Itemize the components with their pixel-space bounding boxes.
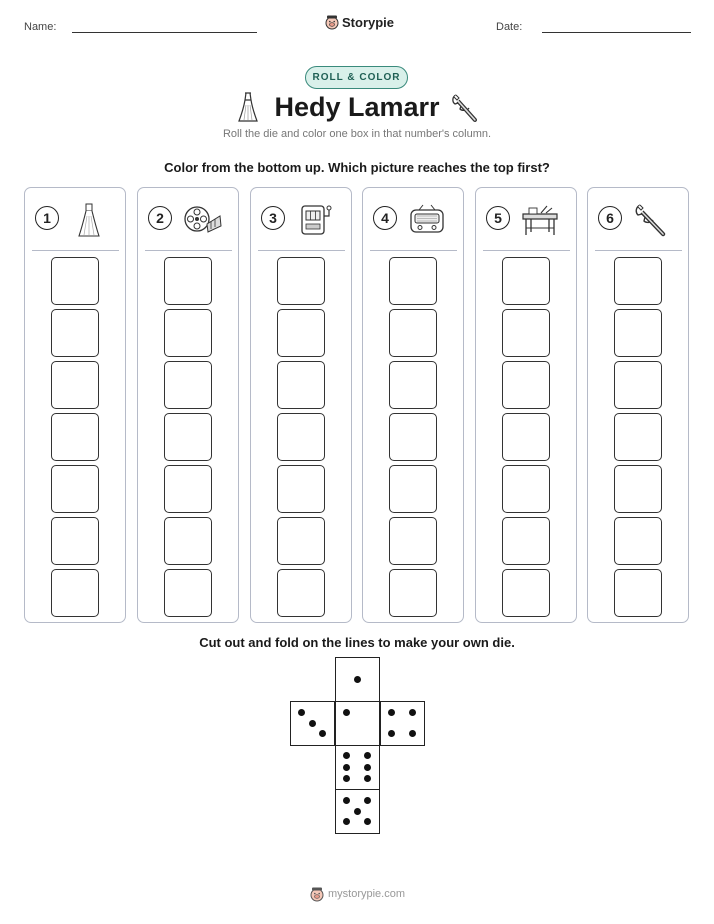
die-pip — [388, 709, 395, 716]
gown-icon — [69, 202, 109, 238]
color-box[interactable] — [502, 257, 550, 305]
color-box[interactable] — [164, 257, 212, 305]
color-box[interactable] — [502, 413, 550, 461]
color-box[interactable] — [389, 569, 437, 617]
color-box[interactable] — [277, 257, 325, 305]
die-face-5 — [335, 789, 380, 834]
die-pip — [343, 752, 350, 759]
color-box[interactable] — [614, 309, 662, 357]
die-pip — [364, 797, 371, 804]
brand-logo — [325, 14, 394, 30]
die-pip — [409, 730, 416, 737]
color-box[interactable] — [502, 517, 550, 565]
die-pip — [409, 709, 416, 716]
color-box[interactable] — [277, 361, 325, 409]
date-label: Date: — [496, 21, 523, 33]
color-box[interactable] — [389, 309, 437, 357]
column-divider — [258, 250, 345, 251]
footer-url[interactable]: mystorypie.com — [328, 888, 406, 900]
color-box[interactable] — [277, 465, 325, 513]
die-pip — [354, 676, 361, 683]
die-pip — [319, 730, 326, 737]
page-title: Hedy Lamarr — [274, 92, 440, 122]
color-box[interactable] — [502, 361, 550, 409]
number-badge: 2 — [148, 206, 172, 230]
cut-instruction: Cut out and fold on the lines to make your own die. — [199, 635, 515, 650]
color-box[interactable] — [389, 257, 437, 305]
color-box[interactable] — [502, 569, 550, 617]
pig-logo-icon — [325, 14, 339, 30]
color-box[interactable] — [277, 569, 325, 617]
die-face-3 — [290, 701, 335, 746]
pig-logo-icon — [310, 886, 324, 902]
die-face-1 — [335, 701, 380, 746]
color-box[interactable] — [614, 465, 662, 513]
column-5 — [475, 187, 577, 623]
color-box[interactable] — [389, 361, 437, 409]
die-pip — [309, 720, 316, 727]
color-box[interactable] — [51, 309, 99, 357]
number-badge: 5 — [486, 206, 510, 230]
die-face-6 — [335, 745, 380, 790]
column-6 — [587, 187, 689, 623]
radio-icon — [407, 202, 447, 238]
brand-name: Storypie — [342, 14, 395, 30]
column-divider — [145, 250, 232, 251]
color-box[interactable] — [277, 309, 325, 357]
die-pip — [364, 764, 371, 771]
film-reel-icon — [182, 202, 222, 238]
color-box[interactable] — [51, 257, 99, 305]
die-pip — [343, 775, 350, 782]
color-box[interactable] — [51, 517, 99, 565]
workbench-icon — [520, 202, 560, 238]
die-pip — [364, 752, 371, 759]
die-pip — [298, 709, 305, 716]
column-divider — [370, 250, 457, 251]
column-1 — [24, 187, 126, 623]
color-box[interactable] — [51, 465, 99, 513]
die-face-1 — [335, 657, 380, 702]
color-box[interactable] — [164, 465, 212, 513]
color-box[interactable] — [389, 465, 437, 513]
die-pip — [364, 775, 371, 782]
color-box[interactable] — [51, 413, 99, 461]
color-box[interactable] — [164, 309, 212, 357]
number-badge: 1 — [35, 206, 59, 230]
color-box[interactable] — [614, 257, 662, 305]
wrench-icon — [450, 91, 480, 123]
column-divider — [32, 250, 119, 251]
color-box[interactable] — [389, 413, 437, 461]
column-divider — [483, 250, 570, 251]
color-box[interactable] — [614, 413, 662, 461]
color-box[interactable] — [164, 569, 212, 617]
die-pip — [343, 709, 350, 716]
color-box[interactable] — [277, 517, 325, 565]
color-box[interactable] — [277, 413, 325, 461]
die-pip — [343, 797, 350, 804]
number-badge: 4 — [373, 206, 397, 230]
color-box[interactable] — [164, 517, 212, 565]
die-pip — [364, 818, 371, 825]
color-box[interactable] — [389, 517, 437, 565]
column-3 — [250, 187, 352, 623]
die-face-4 — [380, 701, 425, 746]
die-pip — [388, 730, 395, 737]
name-label: Name: — [24, 21, 57, 33]
color-box[interactable] — [51, 361, 99, 409]
color-box[interactable] — [502, 465, 550, 513]
column-4 — [362, 187, 464, 623]
subtitle: Roll the die and color one box in that number's column. — [222, 128, 492, 140]
wrench-icon — [632, 202, 672, 238]
color-box[interactable] — [614, 569, 662, 617]
die-pip — [354, 808, 361, 815]
column-divider — [595, 250, 682, 251]
color-box[interactable] — [614, 361, 662, 409]
activity-badge: ROLL & COLOR — [305, 66, 408, 89]
slot-machine-icon — [295, 202, 335, 238]
color-box[interactable] — [164, 361, 212, 409]
number-badge: 3 — [261, 206, 285, 230]
color-instruction: Color from the bottom up. Which picture reaches the top first? — [164, 160, 550, 175]
color-box[interactable] — [502, 309, 550, 357]
die-pip — [343, 818, 350, 825]
footer — [310, 886, 405, 902]
color-box[interactable] — [51, 569, 99, 617]
date-line[interactable] — [542, 32, 691, 33]
color-box[interactable] — [614, 517, 662, 565]
name-line[interactable] — [72, 32, 257, 33]
color-box[interactable] — [164, 413, 212, 461]
die-pip — [343, 764, 350, 771]
number-badge: 6 — [598, 206, 622, 230]
column-2 — [137, 187, 239, 623]
